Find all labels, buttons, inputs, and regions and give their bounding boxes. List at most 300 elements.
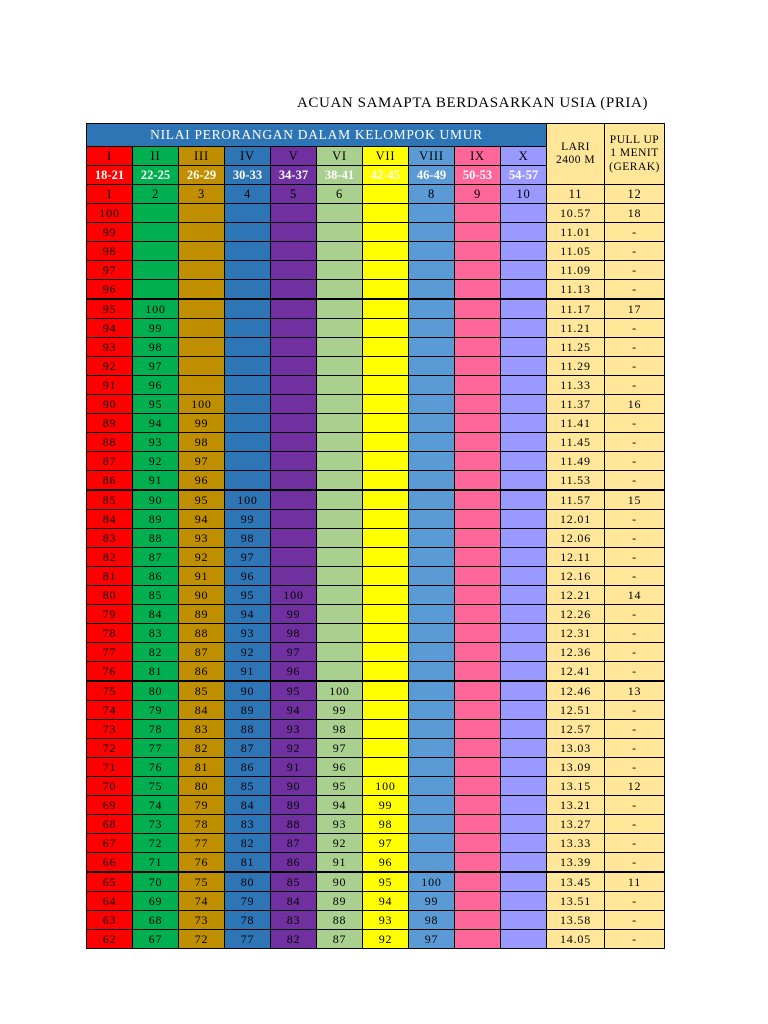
group-roman-2 bbox=[132, 146, 179, 166]
lari-time-value: 11.25 bbox=[560, 339, 591, 354]
score-cell bbox=[316, 356, 363, 376]
score-cell bbox=[316, 852, 363, 872]
score-cell bbox=[500, 318, 547, 338]
score-value: 77 bbox=[102, 645, 117, 660]
pullup-count-value: 13 bbox=[627, 683, 642, 698]
pullup-count-value: - bbox=[632, 263, 637, 278]
score-value: 93 bbox=[194, 530, 209, 545]
score-value: 92 bbox=[332, 836, 347, 851]
column-number-11 bbox=[546, 184, 605, 204]
pullup-count-value: - bbox=[632, 912, 637, 927]
score-cell bbox=[178, 394, 225, 414]
score-cell bbox=[500, 432, 547, 452]
lari-time-value: 12.21 bbox=[560, 588, 591, 603]
lari-time-cell bbox=[546, 910, 605, 930]
score-cell bbox=[362, 375, 409, 395]
age-range-7 bbox=[362, 165, 409, 185]
pullup-count-value: - bbox=[632, 225, 637, 240]
group-roman-6 bbox=[316, 146, 363, 166]
score-cell bbox=[316, 279, 363, 299]
lari-time-value: 12.16 bbox=[560, 568, 591, 583]
score-cell bbox=[454, 203, 501, 223]
pullup-count-value: - bbox=[632, 893, 637, 908]
score-cell bbox=[362, 470, 409, 490]
score-value: 77 bbox=[148, 740, 163, 755]
score-cell bbox=[270, 623, 317, 643]
score-cell bbox=[408, 661, 455, 681]
score-cell bbox=[224, 356, 271, 376]
age-range-label: 42-45 bbox=[370, 167, 401, 182]
lari-time-value: 12.36 bbox=[560, 645, 591, 660]
score-value: 99 bbox=[240, 511, 255, 526]
score-cell bbox=[224, 509, 271, 529]
lari-header-line: LARI bbox=[561, 140, 590, 153]
score-cell bbox=[178, 413, 225, 433]
score-value: 90 bbox=[148, 492, 163, 507]
score-cell bbox=[316, 642, 363, 662]
score-cell bbox=[86, 470, 133, 490]
score-cell bbox=[454, 776, 501, 796]
score-cell bbox=[500, 929, 547, 949]
score-value: 88 bbox=[102, 435, 117, 450]
pullup-count-cell bbox=[604, 470, 665, 490]
score-cell bbox=[408, 852, 455, 872]
score-cell bbox=[500, 566, 547, 586]
score-cell bbox=[86, 833, 133, 853]
score-cell bbox=[178, 757, 225, 777]
pullup-header bbox=[604, 123, 665, 185]
score-cell bbox=[270, 528, 317, 548]
score-cell bbox=[362, 661, 409, 681]
lari-time-cell bbox=[546, 929, 605, 949]
score-cell bbox=[178, 776, 225, 796]
score-cell bbox=[500, 604, 547, 624]
pullup-count-cell bbox=[604, 528, 665, 548]
score-value: 86 bbox=[240, 759, 255, 774]
score-cell bbox=[224, 413, 271, 433]
group-roman-3 bbox=[178, 146, 225, 166]
score-value: 62 bbox=[102, 931, 117, 946]
score-cell bbox=[224, 814, 271, 834]
score-value: 91 bbox=[240, 664, 255, 679]
lari-time-value: 11.05 bbox=[560, 244, 591, 259]
score-cell bbox=[178, 241, 225, 261]
score-cell bbox=[362, 585, 409, 605]
score-cell bbox=[270, 776, 317, 796]
score-value: 86 bbox=[148, 568, 163, 583]
age-range-5 bbox=[270, 165, 317, 185]
score-cell bbox=[454, 929, 501, 949]
score-cell bbox=[86, 337, 133, 357]
score-value: 91 bbox=[332, 855, 347, 870]
lari-time-value: 12.06 bbox=[560, 530, 591, 545]
score-cell bbox=[270, 222, 317, 242]
score-cell bbox=[454, 642, 501, 662]
score-cell bbox=[224, 394, 271, 414]
score-cell bbox=[454, 566, 501, 586]
score-value: 95 bbox=[194, 492, 209, 507]
column-number-4 bbox=[224, 184, 271, 204]
age-range-4 bbox=[224, 165, 271, 185]
score-value: 96 bbox=[148, 377, 163, 392]
score-cell bbox=[408, 222, 455, 242]
lari-time-value: 13.03 bbox=[560, 740, 591, 755]
pullup-count-value: - bbox=[632, 798, 637, 813]
score-cell bbox=[86, 872, 133, 892]
score-cell bbox=[362, 642, 409, 662]
pullup-count-value: - bbox=[632, 416, 637, 431]
score-cell bbox=[454, 299, 501, 319]
score-cell bbox=[316, 470, 363, 490]
score-value: 96 bbox=[286, 664, 301, 679]
score-value: 93 bbox=[286, 721, 301, 736]
score-cell bbox=[362, 852, 409, 872]
lari-time-value: 12.57 bbox=[560, 721, 591, 736]
score-value: 100 bbox=[329, 683, 350, 698]
score-cell bbox=[408, 795, 455, 815]
score-cell bbox=[316, 260, 363, 280]
age-range-2 bbox=[132, 165, 179, 185]
lari-time-value: 11.37 bbox=[560, 397, 591, 412]
score-cell bbox=[86, 681, 133, 701]
age-range-label: 34-37 bbox=[278, 167, 309, 182]
score-cell bbox=[224, 661, 271, 681]
score-value: 96 bbox=[102, 282, 117, 297]
score-value: 88 bbox=[148, 530, 163, 545]
score-value: 96 bbox=[332, 759, 347, 774]
score-value: 78 bbox=[102, 626, 117, 641]
score-cell bbox=[132, 337, 179, 357]
pullup-count-cell bbox=[604, 318, 665, 338]
score-cell bbox=[454, 260, 501, 280]
score-cell bbox=[408, 738, 455, 758]
score-cell bbox=[270, 700, 317, 720]
score-value: 100 bbox=[145, 301, 166, 316]
score-cell bbox=[178, 337, 225, 357]
score-value: 87 bbox=[240, 740, 255, 755]
score-cell bbox=[500, 872, 547, 892]
score-cell bbox=[86, 852, 133, 872]
score-cell bbox=[454, 451, 501, 471]
score-cell bbox=[224, 337, 271, 357]
pullup-count-cell bbox=[604, 394, 665, 414]
pullup-count-value: - bbox=[632, 740, 637, 755]
lari-time-value: 12.51 bbox=[560, 702, 591, 717]
score-cell bbox=[500, 279, 547, 299]
score-value: 72 bbox=[194, 931, 209, 946]
lari-time-value: 13.21 bbox=[560, 798, 591, 813]
score-value: 92 bbox=[194, 549, 209, 564]
score-cell bbox=[132, 432, 179, 452]
score-cell bbox=[500, 241, 547, 261]
score-cell bbox=[132, 700, 179, 720]
score-cell bbox=[178, 623, 225, 643]
score-value: 84 bbox=[194, 702, 209, 717]
lari-time-cell bbox=[546, 241, 605, 261]
lari-time-cell bbox=[546, 394, 605, 414]
lari-time-cell bbox=[546, 891, 605, 911]
score-cell bbox=[224, 776, 271, 796]
score-value: 77 bbox=[194, 836, 209, 851]
score-value: 99 bbox=[378, 798, 393, 813]
score-value: 97 bbox=[424, 931, 439, 946]
lari-time-cell bbox=[546, 623, 605, 643]
score-value: 98 bbox=[102, 244, 117, 259]
score-cell bbox=[408, 470, 455, 490]
score-value: 79 bbox=[102, 607, 117, 622]
pullup-count-value: - bbox=[632, 454, 637, 469]
score-cell bbox=[454, 814, 501, 834]
score-value: 100 bbox=[99, 206, 120, 221]
score-cell bbox=[316, 814, 363, 834]
score-value: 82 bbox=[194, 740, 209, 755]
score-cell bbox=[132, 757, 179, 777]
lari-time-cell bbox=[546, 852, 605, 872]
score-cell bbox=[132, 260, 179, 280]
score-cell bbox=[408, 509, 455, 529]
score-cell bbox=[316, 623, 363, 643]
score-cell bbox=[86, 585, 133, 605]
score-value: 98 bbox=[424, 912, 439, 927]
score-value: 75 bbox=[194, 874, 209, 889]
score-cell bbox=[362, 623, 409, 643]
score-value: 67 bbox=[102, 836, 117, 851]
score-value: 94 bbox=[332, 798, 347, 813]
score-cell bbox=[362, 451, 409, 471]
score-cell bbox=[500, 260, 547, 280]
score-cell bbox=[86, 661, 133, 681]
score-cell bbox=[316, 375, 363, 395]
score-value: 92 bbox=[102, 358, 117, 373]
score-cell bbox=[500, 337, 547, 357]
score-value: 92 bbox=[286, 740, 301, 755]
lari-time-cell bbox=[546, 642, 605, 662]
age-range-label: 54-57 bbox=[508, 167, 539, 182]
pullup-count-value: - bbox=[632, 339, 637, 354]
score-cell bbox=[500, 833, 547, 853]
score-cell bbox=[132, 661, 179, 681]
lari-time-value: 11.01 bbox=[560, 225, 591, 240]
score-cell bbox=[454, 394, 501, 414]
score-value: 82 bbox=[286, 931, 301, 946]
score-cell bbox=[86, 394, 133, 414]
score-value: 84 bbox=[286, 893, 301, 908]
score-value: 72 bbox=[102, 740, 117, 755]
score-value: 69 bbox=[148, 893, 163, 908]
score-cell bbox=[86, 356, 133, 376]
score-value: 85 bbox=[194, 683, 209, 698]
score-value: 90 bbox=[332, 874, 347, 889]
score-value: 89 bbox=[102, 416, 117, 431]
score-value: 88 bbox=[286, 817, 301, 832]
score-cell bbox=[500, 891, 547, 911]
pullup-count-cell bbox=[604, 738, 665, 758]
score-cell bbox=[454, 910, 501, 930]
score-cell bbox=[316, 337, 363, 357]
score-cell bbox=[408, 604, 455, 624]
lari-time-cell bbox=[546, 470, 605, 490]
score-cell bbox=[500, 528, 547, 548]
age-range-label: 50-53 bbox=[462, 167, 493, 182]
score-cell bbox=[316, 413, 363, 433]
score-cell bbox=[86, 776, 133, 796]
lari-time-value: 12.11 bbox=[560, 549, 591, 564]
score-cell bbox=[408, 585, 455, 605]
lari-time-cell bbox=[546, 814, 605, 834]
score-value: 75 bbox=[148, 779, 163, 794]
score-cell bbox=[132, 833, 179, 853]
score-cell bbox=[86, 509, 133, 529]
score-value: 73 bbox=[194, 912, 209, 927]
score-cell bbox=[362, 432, 409, 452]
score-value: 96 bbox=[240, 568, 255, 583]
score-cell bbox=[132, 470, 179, 490]
pullup-count-cell bbox=[604, 451, 665, 471]
lari-time-value: 12.46 bbox=[560, 683, 591, 698]
lari-time-value: 13.15 bbox=[560, 779, 591, 794]
lari-time-cell bbox=[546, 700, 605, 720]
score-cell bbox=[132, 872, 179, 892]
score-value: 71 bbox=[102, 759, 117, 774]
group-roman-1 bbox=[86, 146, 133, 166]
score-value: 74 bbox=[102, 702, 117, 717]
score-cell bbox=[408, 776, 455, 796]
score-cell bbox=[270, 547, 317, 567]
score-value: 86 bbox=[286, 855, 301, 870]
score-cell bbox=[224, 585, 271, 605]
lari-time-value: 11.49 bbox=[560, 454, 591, 469]
score-cell bbox=[132, 528, 179, 548]
pullup-count-value: - bbox=[632, 836, 637, 851]
score-cell bbox=[86, 642, 133, 662]
pullup-count-value: - bbox=[632, 244, 637, 259]
score-cell bbox=[454, 719, 501, 739]
lari-time-cell bbox=[546, 509, 605, 529]
score-cell bbox=[86, 375, 133, 395]
score-cell bbox=[132, 394, 179, 414]
lari-time-value: 13.33 bbox=[560, 836, 591, 851]
score-cell bbox=[178, 891, 225, 911]
pullup-count-value: - bbox=[632, 358, 637, 373]
score-cell bbox=[132, 413, 179, 433]
lari-time-cell bbox=[546, 528, 605, 548]
score-value: 87 bbox=[332, 931, 347, 946]
score-value: 81 bbox=[102, 568, 117, 583]
score-cell bbox=[362, 776, 409, 796]
score-cell bbox=[86, 432, 133, 452]
score-value: 82 bbox=[240, 836, 255, 851]
score-cell bbox=[178, 585, 225, 605]
pullup-count-cell bbox=[604, 814, 665, 834]
score-cell bbox=[316, 891, 363, 911]
pullup-count-cell bbox=[604, 776, 665, 796]
score-value: 87 bbox=[102, 454, 117, 469]
lari-time-cell bbox=[546, 203, 605, 223]
score-cell bbox=[132, 929, 179, 949]
score-cell bbox=[86, 203, 133, 223]
group-roman-label: X bbox=[518, 148, 529, 163]
score-cell bbox=[270, 795, 317, 815]
score-value: 87 bbox=[148, 549, 163, 564]
score-value: 79 bbox=[148, 702, 163, 717]
score-cell bbox=[500, 509, 547, 529]
pullup-count-cell bbox=[604, 852, 665, 872]
age-range-label: 30-33 bbox=[232, 167, 263, 182]
lari-time-cell bbox=[546, 337, 605, 357]
score-value: 76 bbox=[148, 759, 163, 774]
score-cell bbox=[408, 394, 455, 414]
score-cell bbox=[178, 490, 225, 510]
lari-time-cell bbox=[546, 318, 605, 338]
score-cell bbox=[362, 509, 409, 529]
score-cell bbox=[408, 337, 455, 357]
score-cell bbox=[454, 604, 501, 624]
score-cell bbox=[178, 814, 225, 834]
score-value: 86 bbox=[102, 473, 117, 488]
pullup-count-cell bbox=[604, 413, 665, 433]
group-roman-label: VIII bbox=[419, 148, 444, 163]
score-cell bbox=[500, 585, 547, 605]
score-value: 92 bbox=[378, 931, 393, 946]
score-cell bbox=[500, 222, 547, 242]
score-cell bbox=[86, 279, 133, 299]
age-range-8 bbox=[408, 165, 455, 185]
score-cell bbox=[454, 413, 501, 433]
score-cell bbox=[454, 795, 501, 815]
score-value: 92 bbox=[148, 454, 163, 469]
score-cell bbox=[178, 318, 225, 338]
score-cell bbox=[408, 681, 455, 701]
score-cell bbox=[500, 451, 547, 471]
score-cell bbox=[500, 413, 547, 433]
group-roman-label: VI bbox=[332, 148, 347, 163]
score-cell bbox=[178, 356, 225, 376]
score-cell bbox=[408, 299, 455, 319]
group-roman-label: IX bbox=[470, 148, 485, 163]
score-cell bbox=[86, 623, 133, 643]
lari-time-cell bbox=[546, 222, 605, 242]
pullup-count-value: - bbox=[632, 626, 637, 641]
score-value: 78 bbox=[194, 817, 209, 832]
score-value: 82 bbox=[148, 645, 163, 660]
score-cell bbox=[362, 299, 409, 319]
lari-time-cell bbox=[546, 604, 605, 624]
score-value: 85 bbox=[102, 492, 117, 507]
score-cell bbox=[178, 795, 225, 815]
lari-time-cell bbox=[546, 356, 605, 376]
score-cell bbox=[224, 891, 271, 911]
group-roman-8 bbox=[408, 146, 455, 166]
score-cell bbox=[132, 547, 179, 567]
score-cell bbox=[316, 681, 363, 701]
score-value: 76 bbox=[102, 664, 117, 679]
score-cell bbox=[500, 852, 547, 872]
score-value: 94 bbox=[240, 607, 255, 622]
score-cell bbox=[316, 299, 363, 319]
pullup-count-cell bbox=[604, 891, 665, 911]
age-range-10 bbox=[500, 165, 547, 185]
score-cell bbox=[408, 891, 455, 911]
score-cell bbox=[270, 394, 317, 414]
score-cell bbox=[408, 719, 455, 739]
score-cell bbox=[316, 929, 363, 949]
score-cell bbox=[316, 528, 363, 548]
score-cell bbox=[270, 891, 317, 911]
score-cell bbox=[132, 203, 179, 223]
group-roman-label: IV bbox=[240, 148, 255, 163]
score-cell bbox=[454, 318, 501, 338]
score-cell bbox=[132, 852, 179, 872]
